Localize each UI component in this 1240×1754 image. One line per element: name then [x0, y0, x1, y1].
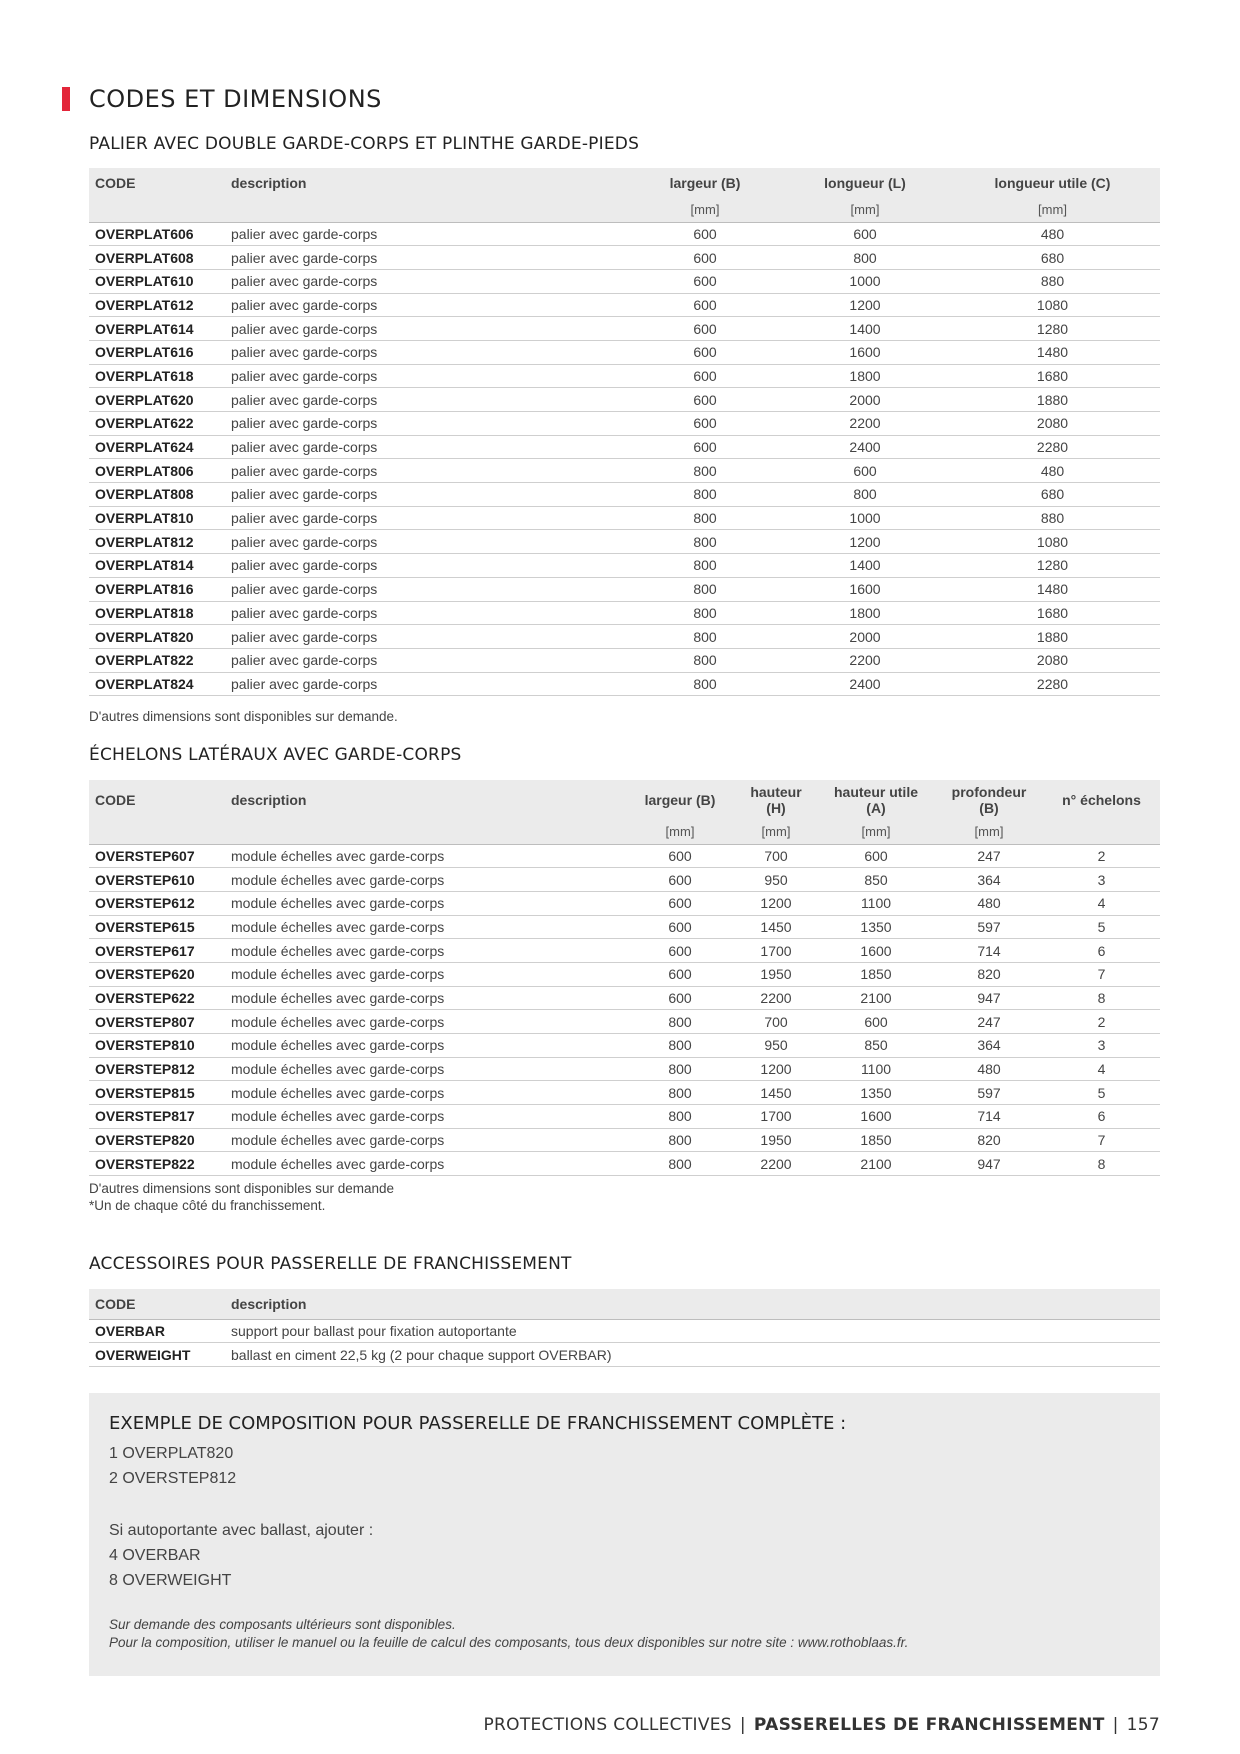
- col-header: hauteur utile (A): [817, 780, 935, 820]
- value-cell: 714: [935, 939, 1043, 963]
- code-cell: OVERPLAT610: [89, 269, 225, 293]
- table-row: [89, 648, 1160, 672]
- table-row: [89, 986, 1160, 1010]
- table-row: [89, 364, 1160, 388]
- description-cell: palier avec garde-corps: [225, 293, 625, 317]
- value-cell: 1600: [817, 939, 935, 963]
- value-cell: 1600: [785, 340, 945, 364]
- value-cell: 800: [625, 648, 785, 672]
- table-row: [89, 868, 1160, 892]
- table-row: [89, 317, 1160, 341]
- value-cell: 950: [735, 868, 817, 892]
- value-cell: 5: [1043, 915, 1160, 939]
- value-cell: 600: [625, 293, 785, 317]
- description-cell: module échelles avec garde-corps: [225, 1034, 625, 1058]
- description-cell: palier avec garde-corps: [225, 601, 625, 625]
- code-cell: OVERPLAT614: [89, 317, 225, 341]
- table-row: [89, 1128, 1160, 1152]
- value-cell: 800: [625, 530, 785, 554]
- value-cell: 1080: [945, 293, 1160, 317]
- value-cell: 600: [625, 435, 785, 459]
- code-cell: OVERSTEP612: [89, 891, 225, 915]
- main-title-block: [89, 84, 382, 114]
- value-cell: 600: [625, 340, 785, 364]
- example-line: 1 OVERPLAT820: [109, 1445, 234, 1462]
- value-cell: 1850: [817, 1128, 935, 1152]
- value-cell: 2200: [735, 986, 817, 1010]
- description-cell: module échelles avec garde-corps: [225, 868, 625, 892]
- col-header: largeur (B): [625, 780, 735, 820]
- value-cell: 1950: [735, 1128, 817, 1152]
- value-cell: 2000: [785, 388, 945, 412]
- code-cell: OVERPLAT820: [89, 625, 225, 649]
- value-cell: 600: [625, 364, 785, 388]
- code-cell: OVERSTEP615: [89, 915, 225, 939]
- value-cell: 600: [625, 986, 735, 1010]
- col-header: description: [225, 1289, 1160, 1319]
- description-cell: module échelles avec garde-corps: [225, 1010, 625, 1034]
- col-header: CODE: [89, 168, 225, 198]
- value-cell: 1480: [945, 577, 1160, 601]
- value-cell: 1950: [735, 962, 817, 986]
- code-cell: OVERSTEP820: [89, 1128, 225, 1152]
- value-cell: 3: [1043, 868, 1160, 892]
- value-cell: 1200: [785, 293, 945, 317]
- section-title-echelons: ÉCHELONS LATÉRAUX AVEC GARDE-CORPS: [89, 745, 462, 765]
- table-row: [89, 293, 1160, 317]
- value-cell: 1350: [817, 915, 935, 939]
- value-cell: 6: [1043, 939, 1160, 963]
- description-cell: module échelles avec garde-corps: [225, 1105, 625, 1129]
- value-cell: 1280: [945, 317, 1160, 341]
- code-cell: OVERSTEP815: [89, 1081, 225, 1105]
- table-row: [89, 891, 1160, 915]
- description-cell: palier avec garde-corps: [225, 222, 625, 246]
- example-line: 2 OVERSTEP812: [109, 1470, 237, 1487]
- value-cell: 480: [935, 1057, 1043, 1081]
- code-cell: OVERPLAT606: [89, 222, 225, 246]
- unit-cell: [1043, 820, 1160, 844]
- value-cell: 800: [625, 625, 785, 649]
- table-row: [89, 269, 1160, 293]
- value-cell: 800: [785, 246, 945, 270]
- value-cell: 600: [625, 269, 785, 293]
- unit-cell: [89, 820, 225, 844]
- value-cell: 800: [625, 1152, 735, 1176]
- table-row: [89, 1081, 1160, 1105]
- value-cell: 597: [935, 1081, 1043, 1105]
- description-cell: palier avec garde-corps: [225, 648, 625, 672]
- value-cell: 950: [735, 1034, 817, 1058]
- code-cell: OVERSTEP617: [89, 939, 225, 963]
- value-cell: 2400: [785, 672, 945, 696]
- value-cell: 4: [1043, 891, 1160, 915]
- description-cell: module échelles avec garde-corps: [225, 1152, 625, 1176]
- value-cell: 2200: [785, 412, 945, 436]
- value-cell: 6: [1043, 1105, 1160, 1129]
- description-cell: palier avec garde-corps: [225, 530, 625, 554]
- table-row: [89, 340, 1160, 364]
- code-cell: OVERPLAT622: [89, 412, 225, 436]
- table-row: [89, 412, 1160, 436]
- table-row: [89, 625, 1160, 649]
- table-row: [89, 577, 1160, 601]
- table-row: [89, 246, 1160, 270]
- description-cell: module échelles avec garde-corps: [225, 891, 625, 915]
- value-cell: 1100: [817, 1057, 935, 1081]
- value-cell: 2100: [817, 1152, 935, 1176]
- value-cell: 800: [625, 554, 785, 578]
- code-cell: OVERBAR: [89, 1319, 225, 1343]
- value-cell: 1450: [735, 915, 817, 939]
- description-cell: palier avec garde-corps: [225, 554, 625, 578]
- table-row: [89, 962, 1160, 986]
- code-cell: OVERSTEP610: [89, 868, 225, 892]
- table-row: [89, 1057, 1160, 1081]
- value-cell: 1200: [735, 1057, 817, 1081]
- col-header: CODE: [89, 1289, 225, 1319]
- example-line: 8 OVERWEIGHT: [109, 1572, 232, 1589]
- value-cell: 600: [785, 222, 945, 246]
- value-cell: 600: [625, 868, 735, 892]
- col-header: largeur (B): [625, 168, 785, 198]
- value-cell: 1400: [785, 317, 945, 341]
- table-row: [89, 222, 1160, 246]
- value-cell: 2200: [735, 1152, 817, 1176]
- value-cell: 820: [935, 1128, 1043, 1152]
- table-row: [89, 459, 1160, 483]
- table-row: [89, 915, 1160, 939]
- table-row: [89, 1152, 1160, 1176]
- note-echelons-footnote: *Un de chaque côté du franchissement.: [89, 1198, 326, 1213]
- table-row: [89, 506, 1160, 530]
- description-cell: palier avec garde-corps: [225, 435, 625, 459]
- page-footer: [483, 1715, 1160, 1735]
- value-cell: 600: [625, 915, 735, 939]
- example-line: 4 OVERBAR: [109, 1547, 201, 1564]
- value-cell: 7: [1043, 962, 1160, 986]
- code-cell: OVERPLAT806: [89, 459, 225, 483]
- value-cell: 800: [625, 506, 785, 530]
- value-cell: 800: [625, 1105, 735, 1129]
- value-cell: 2: [1043, 1010, 1160, 1034]
- table-row: [89, 601, 1160, 625]
- table-echelons: [89, 780, 1160, 1176]
- value-cell: 7: [1043, 1128, 1160, 1152]
- value-cell: 5: [1043, 1081, 1160, 1105]
- value-cell: 600: [625, 844, 735, 868]
- value-cell: 8: [1043, 986, 1160, 1010]
- unit-cell: [mm]: [785, 198, 945, 222]
- value-cell: 1000: [785, 269, 945, 293]
- value-cell: 800: [625, 672, 785, 696]
- description-cell: palier avec garde-corps: [225, 672, 625, 696]
- value-cell: 1880: [945, 388, 1160, 412]
- description-cell: module échelles avec garde-corps: [225, 1057, 625, 1081]
- value-cell: 1280: [945, 554, 1160, 578]
- value-cell: 800: [625, 577, 785, 601]
- table-row: [89, 939, 1160, 963]
- value-cell: 1800: [785, 601, 945, 625]
- value-cell: 800: [625, 601, 785, 625]
- code-cell: OVERPLAT818: [89, 601, 225, 625]
- value-cell: 480: [935, 891, 1043, 915]
- code-cell: OVERPLAT810: [89, 506, 225, 530]
- footer-section: PROTECTIONS COLLECTIVES: [483, 1715, 732, 1735]
- note-echelons: D'autres dimensions sont disponibles sur demande: [89, 1181, 394, 1196]
- note-palier: D'autres dimensions sont disponibles sur demande.: [89, 709, 398, 724]
- table-row: [89, 844, 1160, 868]
- description-cell: module échelles avec garde-corps: [225, 986, 625, 1010]
- value-cell: 8: [1043, 1152, 1160, 1176]
- value-cell: 600: [625, 222, 785, 246]
- table-row: [89, 554, 1160, 578]
- value-cell: 480: [945, 222, 1160, 246]
- description-cell: palier avec garde-corps: [225, 317, 625, 341]
- value-cell: 1800: [785, 364, 945, 388]
- value-cell: 600: [817, 1010, 935, 1034]
- unit-cell: [mm]: [945, 198, 1160, 222]
- code-cell: OVERSTEP817: [89, 1105, 225, 1129]
- unit-cell: [225, 198, 625, 222]
- col-header: longueur (L): [785, 168, 945, 198]
- section-title-palier: PALIER AVEC DOUBLE GARDE-CORPS ET PLINTHE GARDE-PIEDS: [89, 134, 640, 154]
- value-cell: 1700: [735, 939, 817, 963]
- code-cell: OVERSTEP620: [89, 962, 225, 986]
- value-cell: 714: [935, 1105, 1043, 1129]
- value-cell: 700: [735, 1010, 817, 1034]
- value-cell: 947: [935, 986, 1043, 1010]
- value-cell: 1200: [735, 891, 817, 915]
- value-cell: 947: [935, 1152, 1043, 1176]
- code-cell: OVERPLAT616: [89, 340, 225, 364]
- example-title: EXEMPLE DE COMPOSITION POUR PASSERELLE DE FRANCHISSEMENT COMPLÈTE :: [109, 1413, 847, 1434]
- value-cell: 800: [625, 1128, 735, 1152]
- value-cell: 800: [785, 483, 945, 507]
- value-cell: 1600: [785, 577, 945, 601]
- code-cell: OVERPLAT812: [89, 530, 225, 554]
- description-cell: module échelles avec garde-corps: [225, 1081, 625, 1105]
- code-cell: OVERPLAT824: [89, 672, 225, 696]
- value-cell: 2: [1043, 844, 1160, 868]
- code-cell: OVERSTEP810: [89, 1034, 225, 1058]
- description-cell: palier avec garde-corps: [225, 625, 625, 649]
- example-note: Sur demande des composants ultérieurs sont disponibles.: [109, 1617, 456, 1632]
- footer-separator: |: [1112, 1715, 1119, 1735]
- value-cell: 880: [945, 506, 1160, 530]
- value-cell: 600: [625, 412, 785, 436]
- value-cell: 600: [625, 891, 735, 915]
- table-row: [89, 1105, 1160, 1129]
- value-cell: 1350: [817, 1081, 935, 1105]
- description-cell: palier avec garde-corps: [225, 340, 625, 364]
- code-cell: OVERSTEP812: [89, 1057, 225, 1081]
- code-cell: OVERPLAT808: [89, 483, 225, 507]
- description-cell: palier avec garde-corps: [225, 483, 625, 507]
- value-cell: 2280: [945, 672, 1160, 696]
- description-cell: module échelles avec garde-corps: [225, 844, 625, 868]
- col-header: hauteur (H): [735, 780, 817, 820]
- col-header: description: [225, 780, 625, 820]
- table-palier: [89, 168, 1160, 696]
- value-cell: 1700: [735, 1105, 817, 1129]
- value-cell: 800: [625, 483, 785, 507]
- col-header: CODE: [89, 780, 225, 820]
- description-cell: palier avec garde-corps: [225, 246, 625, 270]
- value-cell: 820: [935, 962, 1043, 986]
- description-cell: palier avec garde-corps: [225, 506, 625, 530]
- value-cell: 600: [817, 844, 935, 868]
- col-header: profondeur (B): [935, 780, 1043, 820]
- code-cell: OVERPLAT814: [89, 554, 225, 578]
- description-cell: module échelles avec garde-corps: [225, 915, 625, 939]
- value-cell: 1000: [785, 506, 945, 530]
- code-cell: OVERPLAT620: [89, 388, 225, 412]
- code-cell: OVERPLAT608: [89, 246, 225, 270]
- value-cell: 364: [935, 1034, 1043, 1058]
- code-cell: OVERPLAT822: [89, 648, 225, 672]
- description-cell: module échelles avec garde-corps: [225, 939, 625, 963]
- value-cell: 2080: [945, 648, 1160, 672]
- table-row: [89, 435, 1160, 459]
- description-cell: palier avec garde-corps: [225, 269, 625, 293]
- accent-bar: [62, 87, 70, 111]
- value-cell: 2080: [945, 412, 1160, 436]
- value-cell: 247: [935, 844, 1043, 868]
- code-cell: OVERSTEP822: [89, 1152, 225, 1176]
- footer-separator: |: [739, 1715, 746, 1735]
- description-cell: palier avec garde-corps: [225, 577, 625, 601]
- value-cell: 850: [817, 868, 935, 892]
- table-row: [89, 483, 1160, 507]
- value-cell: 800: [625, 459, 785, 483]
- description-cell: support pour ballast pour fixation autoportante: [225, 1319, 1160, 1343]
- table-row: [89, 1343, 1160, 1367]
- value-cell: 2000: [785, 625, 945, 649]
- code-cell: OVERSTEP807: [89, 1010, 225, 1034]
- value-cell: 700: [735, 844, 817, 868]
- value-cell: 600: [625, 388, 785, 412]
- page-number: 157: [1126, 1715, 1160, 1735]
- value-cell: 1450: [735, 1081, 817, 1105]
- unit-cell: [225, 820, 625, 844]
- section-title-accessoires: ACCESSOIRES POUR PASSERELLE DE FRANCHISSEMENT: [89, 1254, 572, 1274]
- value-cell: 1200: [785, 530, 945, 554]
- value-cell: 2200: [785, 648, 945, 672]
- value-cell: 364: [935, 868, 1043, 892]
- value-cell: 600: [625, 317, 785, 341]
- code-cell: OVERPLAT816: [89, 577, 225, 601]
- value-cell: 2100: [817, 986, 935, 1010]
- code-cell: OVERSTEP622: [89, 986, 225, 1010]
- unit-cell: [mm]: [817, 820, 935, 844]
- col-header: description: [225, 168, 625, 198]
- value-cell: 800: [625, 1034, 735, 1058]
- code-cell: OVERSTEP607: [89, 844, 225, 868]
- value-cell: 247: [935, 1010, 1043, 1034]
- code-cell: OVERWEIGHT: [89, 1343, 225, 1367]
- code-cell: OVERPLAT612: [89, 293, 225, 317]
- value-cell: 1680: [945, 364, 1160, 388]
- footer-chapter: PASSERELLES DE FRANCHISSEMENT: [753, 1715, 1105, 1735]
- page-title: CODES ET DIMENSIONS: [89, 85, 382, 113]
- value-cell: 1880: [945, 625, 1160, 649]
- unit-cell: [mm]: [625, 820, 735, 844]
- code-cell: OVERPLAT624: [89, 435, 225, 459]
- table-row: [89, 672, 1160, 696]
- description-cell: palier avec garde-corps: [225, 412, 625, 436]
- description-cell: module échelles avec garde-corps: [225, 962, 625, 986]
- description-cell: palier avec garde-corps: [225, 388, 625, 412]
- value-cell: 600: [785, 459, 945, 483]
- value-cell: 800: [625, 1010, 735, 1034]
- value-cell: 800: [625, 1057, 735, 1081]
- value-cell: 1600: [817, 1105, 935, 1129]
- unit-cell: [89, 198, 225, 222]
- value-cell: 597: [935, 915, 1043, 939]
- value-cell: 680: [945, 483, 1160, 507]
- table-row: [89, 1010, 1160, 1034]
- value-cell: 1400: [785, 554, 945, 578]
- col-header: longueur utile (C): [945, 168, 1160, 198]
- value-cell: 2280: [945, 435, 1160, 459]
- value-cell: 800: [625, 1081, 735, 1105]
- unit-cell: [mm]: [735, 820, 817, 844]
- value-cell: 2400: [785, 435, 945, 459]
- description-cell: module échelles avec garde-corps: [225, 1128, 625, 1152]
- value-cell: 480: [945, 459, 1160, 483]
- value-cell: 3: [1043, 1034, 1160, 1058]
- value-cell: 1080: [945, 530, 1160, 554]
- col-header: n° échelons: [1043, 780, 1160, 820]
- table-row: [89, 1034, 1160, 1058]
- code-cell: OVERPLAT618: [89, 364, 225, 388]
- description-cell: palier avec garde-corps: [225, 459, 625, 483]
- example-note: Pour la composition, utiliser le manuel ou la feuille de calcul des composants, tous deux disponibles sur notre site : www.rothoblaas.fr.: [109, 1635, 909, 1650]
- value-cell: 850: [817, 1034, 935, 1058]
- table-accessoires: [89, 1289, 1160, 1367]
- example-box: [89, 1393, 1160, 1676]
- value-cell: 4: [1043, 1057, 1160, 1081]
- value-cell: 1680: [945, 601, 1160, 625]
- value-cell: 680: [945, 246, 1160, 270]
- value-cell: 600: [625, 246, 785, 270]
- value-cell: 1480: [945, 340, 1160, 364]
- unit-cell: [mm]: [935, 820, 1043, 844]
- table-row: [89, 530, 1160, 554]
- description-cell: ballast en ciment 22,5 kg (2 pour chaque support OVERBAR): [225, 1343, 1160, 1367]
- table-row: [89, 388, 1160, 412]
- unit-cell: [mm]: [625, 198, 785, 222]
- table-row: [89, 1319, 1160, 1343]
- description-cell: palier avec garde-corps: [225, 364, 625, 388]
- value-cell: 880: [945, 269, 1160, 293]
- value-cell: 1850: [817, 962, 935, 986]
- value-cell: 600: [625, 962, 735, 986]
- value-cell: 600: [625, 939, 735, 963]
- value-cell: 1100: [817, 891, 935, 915]
- example-line: Si autoportante avec ballast, ajouter :: [109, 1522, 374, 1539]
